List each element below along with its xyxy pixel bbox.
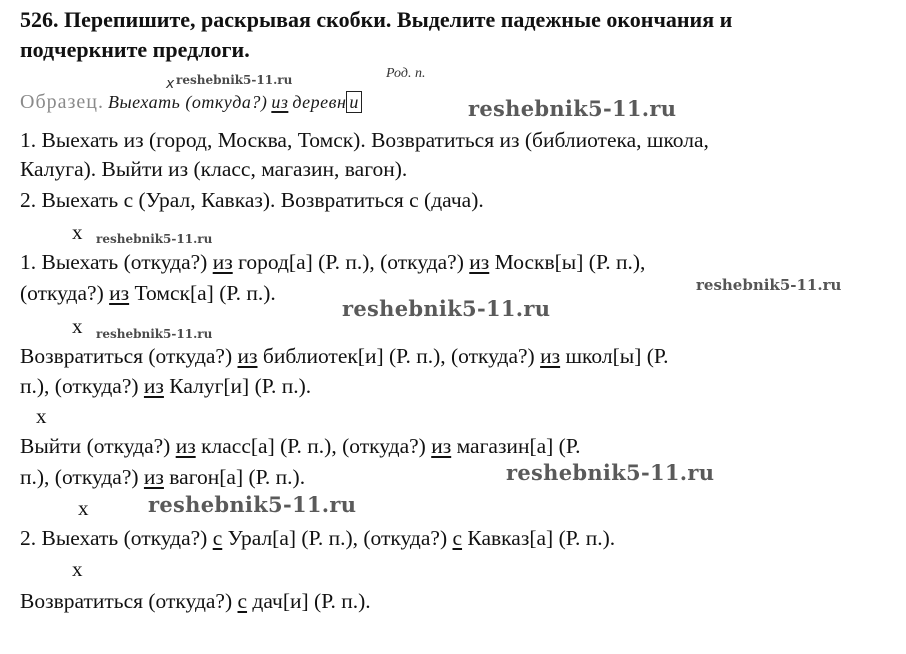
watermark-left-lower: reshebnik5-11.ru xyxy=(148,492,357,517)
answer4-line1: 2. Выехать (откуда?) с Урал[а] (Р. п.), (откуда?) с Кавказ[а] (Р. п.). xyxy=(20,526,616,550)
preposition: из xyxy=(109,281,130,305)
task-title-line2: подчеркните предлоги. xyxy=(20,37,250,62)
watermark-small: reshebnik5-11.ru xyxy=(96,327,213,341)
x-mark: x xyxy=(72,557,83,581)
sample-verb: Выехать (откуда?) xyxy=(107,92,268,112)
watermark-middle: reshebnik5-11.ru xyxy=(342,296,551,321)
answer5-line1: Возвратиться (откуда?) с дач[и] (Р. п.). xyxy=(20,589,371,613)
preposition: из xyxy=(540,344,561,368)
answer2-line1: Возвратиться (откуда?) из библиотек[и] (Р. п.), (откуда?) из школ[ы] (Р. xyxy=(20,344,669,368)
preposition: из xyxy=(143,374,164,398)
sample-label: Образец. xyxy=(20,91,104,113)
preposition: из xyxy=(143,465,164,489)
x-mark: x xyxy=(72,220,83,244)
preposition: из xyxy=(431,434,452,458)
sample-word-stem: деревн xyxy=(292,92,347,112)
watermark-top: reshebnik5-11.ru xyxy=(468,96,677,121)
x-mark: x xyxy=(72,314,83,338)
preposition: с xyxy=(212,526,223,550)
watermark-right-lower: reshebnik5-11.ru xyxy=(506,460,715,485)
sample-case-note: Род. п. xyxy=(386,66,426,81)
x-mark: x xyxy=(78,496,89,520)
task-title-line1: 526. Перепишите, раскрывая скобки. Выделите падежные окончания и xyxy=(20,7,733,32)
watermark-sample: reshebnik5-11.ru xyxy=(176,73,293,87)
sample-x-mark: x xyxy=(166,76,175,92)
preposition: из xyxy=(175,434,196,458)
x-mark: x xyxy=(36,404,47,428)
answer3-line2: п.), (откуда?) из вагон[а] (Р. п.). xyxy=(20,465,306,489)
sample-row xyxy=(20,91,362,114)
preposition: из xyxy=(469,250,490,274)
answer1-line1: 1. Выехать (откуда?) из город[а] (Р. п.), (откуда?) из Москв[ы] (Р. п.), xyxy=(20,250,646,274)
exercise-line3: 2. Выехать с (Урал, Кавказ). Возвратиться с (дача). xyxy=(20,188,484,212)
sample-ending-box: и xyxy=(346,91,362,113)
sample-preposition: из xyxy=(271,92,289,112)
preposition: из xyxy=(237,344,258,368)
exercise-line2: Калуга). Выйти из (класс, магазин, вагон). xyxy=(20,157,408,181)
preposition: с xyxy=(452,526,463,550)
preposition: из xyxy=(212,250,233,274)
watermark-small: reshebnik5-11.ru xyxy=(96,232,213,246)
answer2-line2: п.), (откуда?) из Калуг[и] (Р. п.). xyxy=(20,374,312,398)
answer3-line1: Выйти (откуда?) из класс[а] (Р. п.), (откуда?) из магазин[а] (Р. xyxy=(20,434,581,458)
watermark-right: reshebnik5-11.ru xyxy=(696,276,842,294)
preposition: с xyxy=(237,589,248,613)
exercise-line1: 1. Выехать из (город, Москва, Томск). Возвратиться из (библиотека, школа, xyxy=(20,128,709,152)
answer1-line2: (откуда?) из Томск[а] (Р. п.). xyxy=(20,281,276,305)
